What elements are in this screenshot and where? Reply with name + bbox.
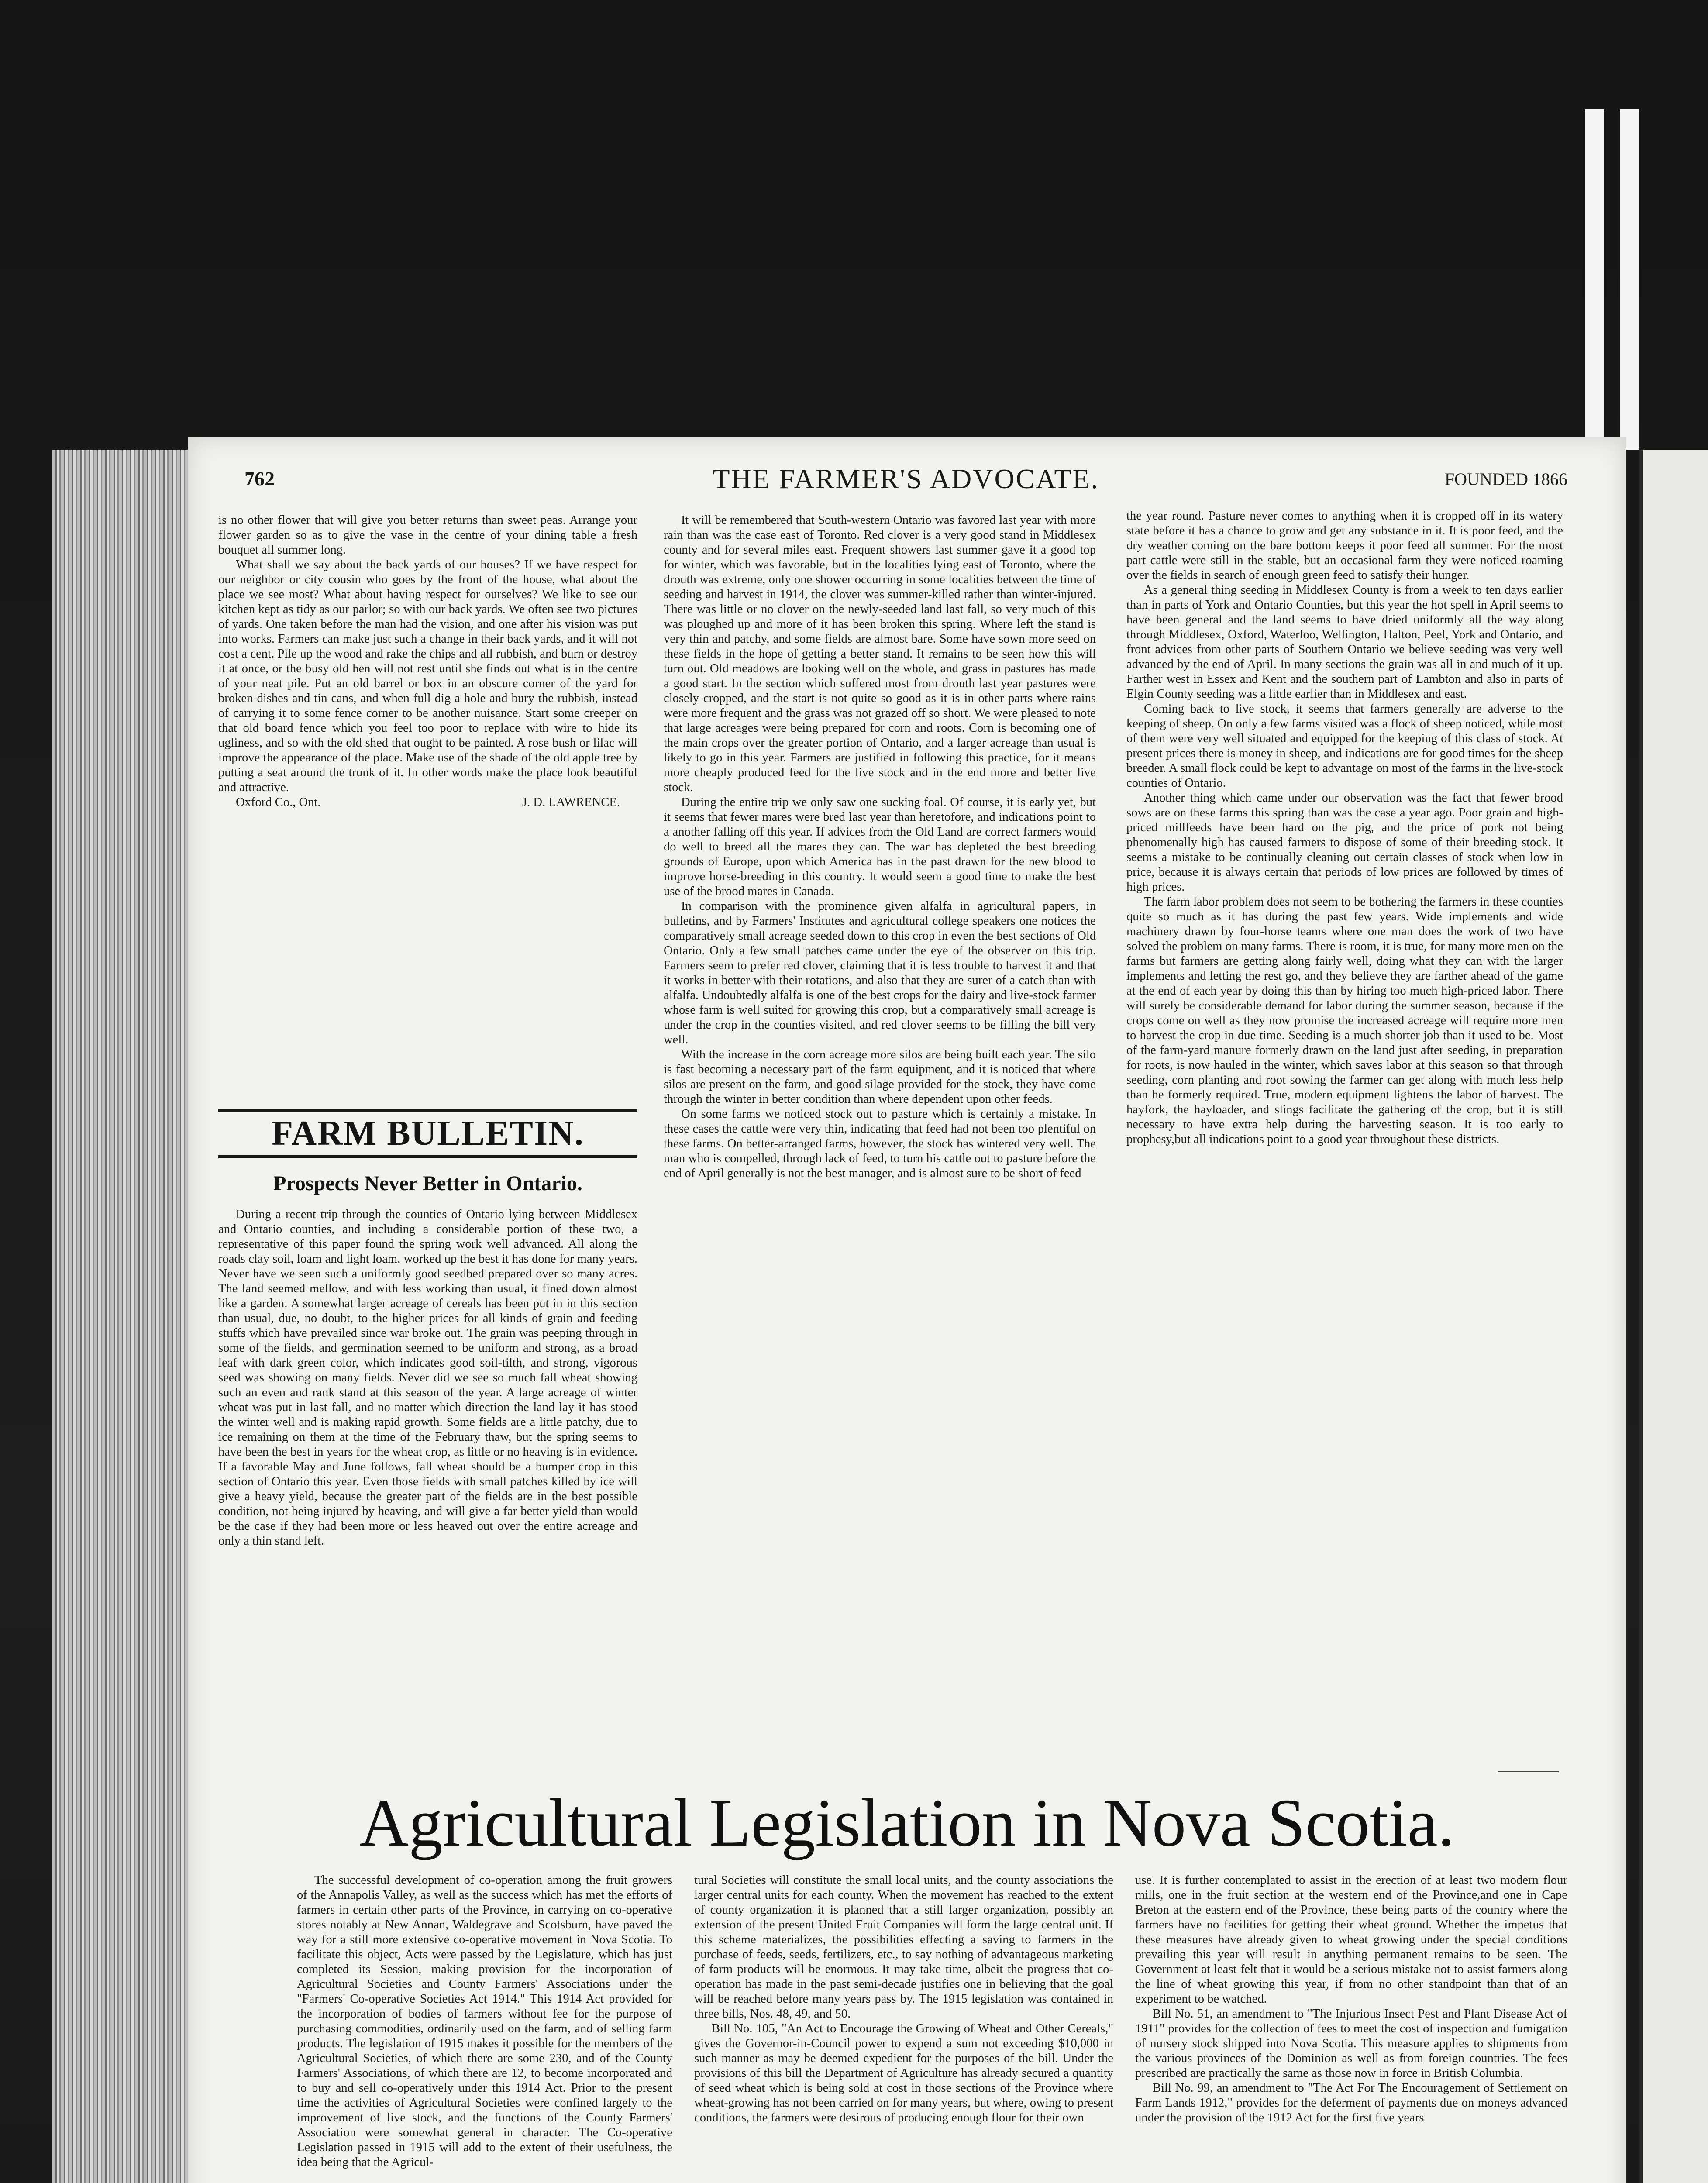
column-3 xyxy=(1126,509,1563,1147)
article-paragraph: On some farms we noticed stock out to pasture which is certainly a mistake. In these cases the cattle were very thin, indicating that feed had not been too plentiful on these farms. On better-arranged farms, however, the stock has wintered very well. The man who is compelled, through lack of feed, to turn his cattle out to pasture before the end of April generally is not the best manager, and is almost sure to be short of feed xyxy=(664,1107,1096,1180)
article-paragraph: The successful development of co-operation among the fruit growers of the Annapolis Valley, as well as the success which has met the efforts of farmers in certain other parts of the Province, in carrying on co-operative stores notably at New Annan, Waldegrave and Scotsburn, have paved the way for a still more extensive co-operative movement in Nova Scotia. To facilitate this object, Acts were passed by the Legislature, which has just completed its Session, making provision for the incorporation of Agricultural Societies and County Farmers' Associations under the "Farmers' Co-operative Societies Act 1914." This 1914 Act provided for the incorporation of bodies of farmers without fee for the purpose of purchasing commodities, ordinarily used on the farm, and of selling farm products. The legislation of 1915 makes it possible for the members of the Agricultural Societies, of which there are some 230, and of the County Farmers' Associations, of which there are 12, to become incorporated and to buy and sell co-operatively under this 1914 Act. Prior to the present time the activities of Agricultural Societies were confined largely to the improvement of live stock, and the functions of the County Farmers' Association were somewhat general in character. The Co-operative Legislation passed in 1915 will add to the extent of their usefulness, the idea being that the Agricul- xyxy=(297,1873,672,2169)
article-paragraph: the year round. Pasture never comes to anything when it is cropped off in its watery state before it has a chance to grow and get any substance in it. It is poor feed, and the dry weather coming on the bare bottom keeps it poor feed all summer. For the most part cattle were still in the stable, but an occasional farm they were noticed roaming over the fields in search of enough green feed to satisfy their hunger. xyxy=(1126,509,1563,582)
scanner-bar-left xyxy=(1585,109,1604,450)
scanner-bar-right xyxy=(1620,109,1639,450)
letter-signature-line xyxy=(218,795,637,810)
nova-scotia-title: Agricultural Legislation in Nova Scotia. xyxy=(359,1785,1455,1860)
letter-place: Oxford Co., Ont. xyxy=(236,795,321,809)
article-paragraph: Another thing which came under our observation was the fact that fewer brood sows are on these farms this spring than was the case a year ago. Poor grain and high-priced millfeeds have been hard on the pig, and the price of pork not being phenomenally high has caused farmers to dispose of some of their breeding stock. It seems a mistake to be continually cleaning out certain classes of stock when low in price, because it is always certain that periods of low prices are followed by times of high prices. xyxy=(1126,791,1563,894)
section-rule xyxy=(1498,1771,1559,1772)
letter-paragraph: is no other flower that will give you better returns than sweet peas. Arrange your flower garden so as to give the vase in the centre of your dining table a fresh bouquet all summer long. xyxy=(218,513,637,557)
article-paragraph: During the entire trip we only saw one sucking foal. Of course, it is early yet, but it seems that fewer mares were bred last year than heretofore, and indications point to a another falling off this year. If advices from the Old Land are correct farmers would do well to breed all the mares they can. The war has depleted the best breeding grounds of Europe, upon which America has in the past drawn for the new blood to improve horse-breeding in this country. It would seem a good time to make the best use of the brood mares in Canada. xyxy=(664,795,1096,898)
article-paragraph: Bill No. 105, "An Act to Encourage the Growing of Wheat and Other Cereals," gives the Governor-in-Council power to expend a sum not exceeding $10,000 in such manner as may be deemed expedient for the purposes of the bill. Under the provisions of this bill the Department of Agriculture has already secured a quantity of seed wheat which is being sold at cost in those sections of the Province where wheat-growing has not been carried on for many years, but where, owing to present conditions, the farmers were desirous of producing enough flour for their own xyxy=(694,2022,1113,2124)
farm-bulletin-heading: FARM BULLETIN. xyxy=(218,1109,637,1158)
article-paragraph: With the increase in the corn acreage more silos are being built each year. The silo is fast becoming a necessary part of the farm equipment, and it is noticed that where silos are present on the farm, and good silage provided for the stock, they have come through the winter in better condition than where dependent upon other feeds. xyxy=(664,1048,1096,1106)
article-paragraph: The farm labor problem does not seem to be bothering the farmers in these counties quite so much as it has during the past few years. Wide implements and wide machinery drawn by four-horse teams where one man does the work of two have solved the problem on many farms. There is room, it is true, for many more men on the farms but farmers are getting along fairly well, doing what they can with the larger implements and letting the rest go, and they believe they are farther ahead of the game at the end of each year by doing this than by hiring too much high-priced labor. There will surely be considerable demand for labor during the summer season, because if the crops come on well as they now promise the increased acreage will require more men to harvest the crop in due time. Seeding is a much shorter job than it used to be. Most of the farm-yard manure formerly drawn on the land just after seeding, in preparation for roots, is now hauled in the winter, which saves labor at this season so that through seeding, corn planting and root sowing the farmer can get along with much less help than he formerly required. True, modern equipment lightens the labor of harvest. The hayfork, the hayloader, and slings facilitate the gathering of the crop, but it is still necessary to have extra help during the harvesting season. It is too early to prophesy,but all indications point to a good year throughout these districts. xyxy=(1126,895,1563,1146)
book-page-edges xyxy=(52,450,201,2183)
article-paragraph: As a general thing seeding in Middlesex County is from a week to ten days earlier than in parts of York and Ontario Counties, but this year the hot spell in April seems to have been general and the land seems to have dried uniformly all the way along through Middlesex, Oxford, Waterloo, Wellington, Halton, Peel, York and Ontario, and front advices from other parts of Southern Ontario we believe seeding was very well advanced by the end of April. In many sections the grain was all in and much of it up. Farther west in Essex and Kent and the southern part of Lambton and also in parts of Elgin County seeding was a little earlier than in Middlesex and east. xyxy=(1126,583,1563,701)
article-paragraph: During a recent trip through the counties of Ontario lying between Middlesex and Ontario counties, and including a considerable portion of these two, a representative of this paper found the spring work well advanced. All along the roads clay soil, loam and light loam, worked up the best it has done for many years. Never have we seen such a uniformly good seedbed prepared over so many acres. The land seemed mellow, and with less working than usual, it fined down almost like a garden. A somewhat larger acreage of cereals has been put in in this section than usual, due, no doubt, to the higher prices for all kinds of grain and feeding stuffs which have prevailed since war broke out. The grain was peeping through in some of the fields, and germination seemed to be uniform and strong, as a broad leaf with dark green color, which indicates good soil-tilth, and strong, vigorous seed was showing on many fields. Never did we see so much fall wheat showing such an even and rank stand at this season of the year. A large acreage of winter wheat was put in last fall, and no matter which direction the land lay it has stood the winter well and is making rapid growth. Some fields are a little patchy, due to ice remaining on them at the time of the February thaw, but the spring seems to have been the best in years for the wheat crop, as little or no heaving is in evidence. If a favorable May and June follows, fall wheat should be a bumper crop in this section of Ontario this year. Even those fields with small patches killed by ice will give a heavy yield, because the greater part of the fields are in the best possible condition, not being injured by heaving, and will give a far better yield than would be the case if they had been more or less heaved out over the entire acreage and only a thin stand left. xyxy=(218,1208,637,1548)
column-2 xyxy=(664,513,1096,1181)
column-1-article xyxy=(218,1207,637,1549)
article-paragraph: use. It is further contemplated to assist in the erection of at least two modern flour mills, one in the fruit section at the western end of the Province,and one in Cape Breton at the eastern end of the Province, these being parts of the country where the farmers have no facilities for getting their wheat ground. Whether the impetus that these measures have already given to wheat growing under the special conditions prevailing this year will result in anything permanent remains to be seen. The Government at least felt that it would be a serious mistake not to assist farmers along the line of wheat growing this year, if from no other standpoint than that of an experiment to be watched. xyxy=(1135,1873,1567,2006)
article-paragraph: tural Societies will constitute the small local units, and the county associations the larger central units for each county. When the movement has reached to the extent of county organization it is planned that a still larger organization, possibly an extension of the present United Fruit Companies will form the large central unit. If this scheme materializes, the possibilities effecting a saving to farmers in the purchase of feeds, seeds, fertilizers, etc., to say nothing of advantageous marketing of farm products will be enormous. It may take time, albeit the progress that co-operation has made in the past semi-decade justifies one in believing that the goal will be reached before many years pass by. The 1915 legislation was contained in three bills, Nos. 48, 49, and 50. xyxy=(694,1873,1113,2021)
article-paragraph: Coming back to live stock, it seems that farmers generally are adverse to the keeping of sheep. On only a few farms visited was a flock of sheep noticed, while most of them were very well situated and equipped for the keeping of this class of stock. At present prices there is money in sheep, and indications are for good times for the sheep breeder. A small flock could be kept to advantage on most of the farms in the live-stock counties of Ontario. xyxy=(1126,702,1563,790)
article-paragraph: It will be remembered that South-western Ontario was favored last year with more rain than was the case east of Toronto. Red clover is a very good stand in Middlesex county and for several miles east. Frequent showers last summer gave it a good top for winter, which was favorable, but in the localities lying east of Toronto, where the drouth was extreme, only one shower occurring in some localities between the time of seeding and harvest in 1914, the clover was summer-killed rather than winter-injured. There was little or no clover on the newly-seeded land last fall, so very much of this was ploughed up and more of it has been broken this spring. Where left the stand is very thin and patchy, and some fields are almost bare. Some have sown more seed on these fields in the hope of getting a better stand. It remains to be seen how this will turn out. Old meadows are looking well on the whole, and grass in pastures has made a good start. In the section which suffered most from drouth last year pastures were closely cropped, and the start is not quite so good as it is in other parts where rains were more frequent and the grass was not grazed off so short. We were pleased to note that large acreages were being prepared for corn and roots. Corn is becoming one of the main crops over the greater portion of Ontario, and a larger acreage than usual is likely to go in this year. Farmers are justified in following this practice, for it means more cheaply produced feed for the live stock and in the end more and better live stock. xyxy=(664,513,1096,794)
letter-signature: J. D. LAWRENCE. xyxy=(522,795,620,809)
nova-scotia-column-2 xyxy=(694,1873,1113,2125)
founded-line: FOUNDED 1866 xyxy=(1444,469,1567,489)
newspaper-page xyxy=(188,437,1626,2183)
article-paragraph: Bill No. 99, an amendment to "The Act For The Encouragement of Settlement on Farm Lands 1912," provides for the deferment of payments due on moneys advanced under the provision of the 1912 Act for the first five years xyxy=(1135,2081,1567,2124)
nova-scotia-column-1 xyxy=(297,1873,672,2170)
nova-scotia-column-3 xyxy=(1135,1873,1567,2125)
article-subheading: Prospects Never Better in Ontario. xyxy=(273,1172,582,1195)
running-head xyxy=(244,463,1567,498)
letter-paragraph: What shall we say about the back yards of our houses? If we have respect for our neighbor or city cousin who goes by the front of the house, what about the place we see most? What about having respect for ourselves? We like to see our kitchen kept as tidy as our parlor; so with our back yards. We often see two pictures of yards. One taken before the man had the vision, and one after his vision was put into works. Farmers can make just such a change in their back yards, and it will not cost a cent. Pile up the wood and rake the chips and all rubbish, and burn or destroy it at once, or the busy old hen will not rest until she finds out what is in the centre of your neat pile. Put an old barrel or box in an obscure corner of the yard for broken dishes and tin cans, and when full dig a hole and bury the rubbish, instead of carrying it to some fence corner to be another nuisance. Start some creeper on that old board fence which you feel too poor to replace with wire to hide its ugliness, and so with the old shed that ought to be painted. A rose bush or lilac will improve the appearance of the place. Make use of the shade of the old apple tree by putting a seat around the trunk of it. In other words make the place look beautiful and attractive. xyxy=(218,558,637,794)
page-number: 762 xyxy=(244,468,275,490)
facing-page-edge xyxy=(1639,450,1708,2183)
masthead: THE FARMER'S ADVOCATE. xyxy=(713,463,1099,494)
farm-bulletin-heading-block xyxy=(218,1109,637,1195)
article-paragraph: In comparison with the prominence given alfalfa in agricultural papers, in bulletins, and by Farmers' Institutes and agricultural college speakers one notices the comparatively small acreage seeded down to this crop in even the best sections of Old Ontario. Only a few small patches came under the eye of the observer on this trip. Farmers seem to prefer red clover, claiming that it is less trouble to harvest it and that it works in better with their rotations, and also that they are surer of a catch than with alfalfa. Undoubtedly alfalfa is one of the best crops for the dairy and live-stock farmer whose farm is well suited for growing this crop, but a comparatively small acreage is under the crop in the counties visited, and red clover seems to be filling the bill very well. xyxy=(664,899,1096,1047)
letter-column xyxy=(218,513,637,810)
article-paragraph: Bill No. 51, an amendment to "The Injurious Insect Pest and Plant Disease Act of 1911" provides for the collection of fees to meet the cost of inspection and fumigation of nursery stock shipped into Nova Scotia. This measure applies to shipments from the various provinces of the Dominion as well as from foreign countries. The fees prescribed are practically the same as those now in force in British Columbia. xyxy=(1135,2007,1567,2080)
